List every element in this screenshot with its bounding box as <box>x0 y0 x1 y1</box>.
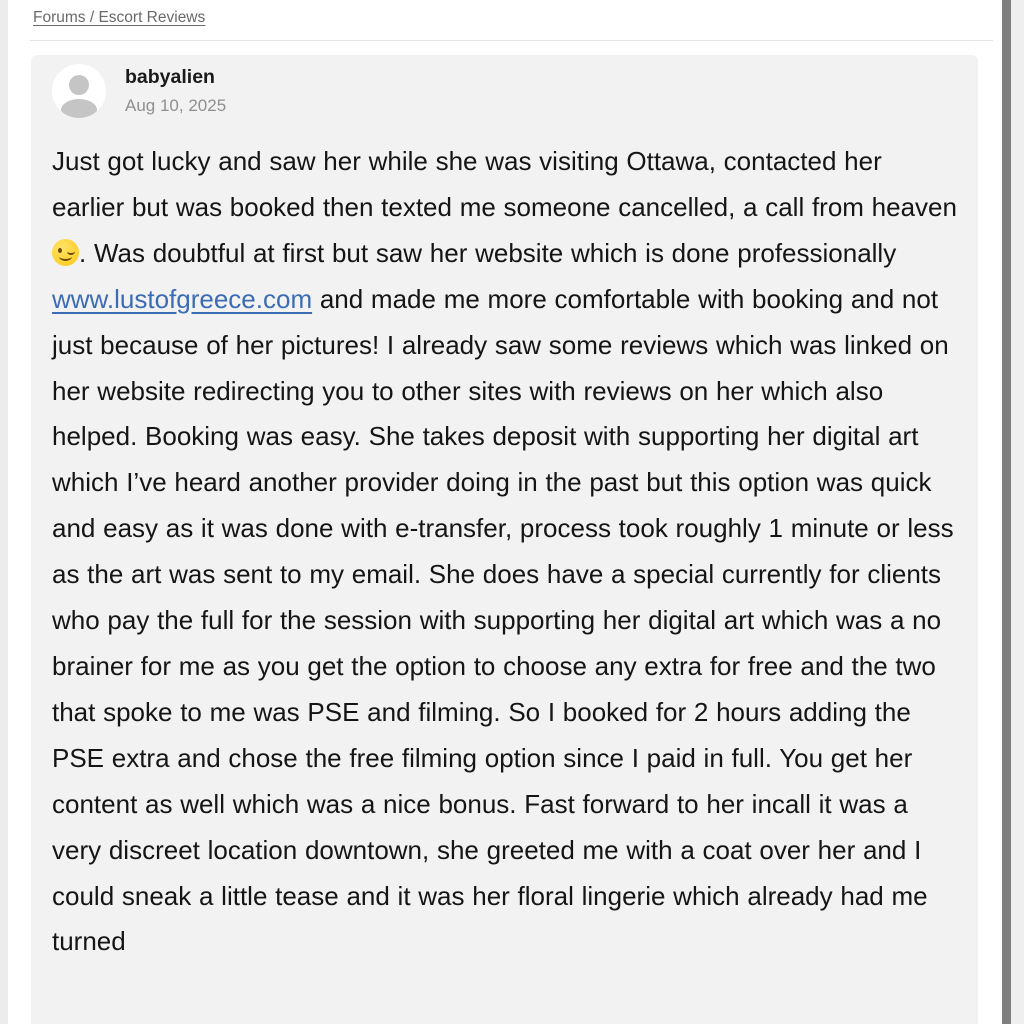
scrollbar-track <box>1011 0 1024 1024</box>
person-icon-shoulders <box>61 99 97 118</box>
website-link[interactable]: www.lustofgreece.com <box>52 283 313 314</box>
user-avatar[interactable] <box>52 64 106 118</box>
author-block <box>125 66 226 116</box>
post-date: Aug 10, 2025 <box>125 96 227 116</box>
header-divider <box>30 40 993 41</box>
post-text-segment-3: and made me more comfortable with booking and not just because of her pictures! I already saw some reviews which was linked on her website redirecting you to other sites with reviews on her which also helped. Booking was easy. She takes deposit with supporting her digital art which I’ve heard another provider doing in the past but this option was quick and easy as it was done with e-transfer, process took roughly 1 minute or less as the art was sent to my email. She does have a special currently for clients who pay the full for the session with supporting her digital art which was a no brainer for me as you get the option to choose any extra for free and the two that spoke to me was PSE and filming. So I booked for 2 hours adding the PSE extra and chose the free filming option since I paid in full. You get her content as well which was a nice bonus. Fast forward to her incall it was a very discreet location downtown, she greeted me with a coat over her and I could sneak a little tease and it was her floral lingerie which already had me turned <box>52 283 954 957</box>
post-header <box>52 64 957 118</box>
author-username[interactable]: babyalien <box>125 65 215 88</box>
forum-post-card <box>31 55 978 1024</box>
breadcrumb[interactable]: Forums / Escort Reviews <box>33 9 206 26</box>
post-text-segment-1: Just got lucky and saw her while she was visiting Ottawa, contacted her earlier but was booked then texted me someone cancelled, a call from heaven <box>52 146 957 222</box>
post-text-segment-2: . Was doubtful at first but saw her website which is done professionally <box>79 237 897 268</box>
page-content <box>31 0 978 1024</box>
person-icon <box>69 75 89 95</box>
wink-emoji <box>52 239 79 266</box>
page-left-edge-strip <box>0 0 8 1024</box>
scrollbar-thumb[interactable] <box>1002 0 1011 1024</box>
post-body-text <box>52 139 957 965</box>
